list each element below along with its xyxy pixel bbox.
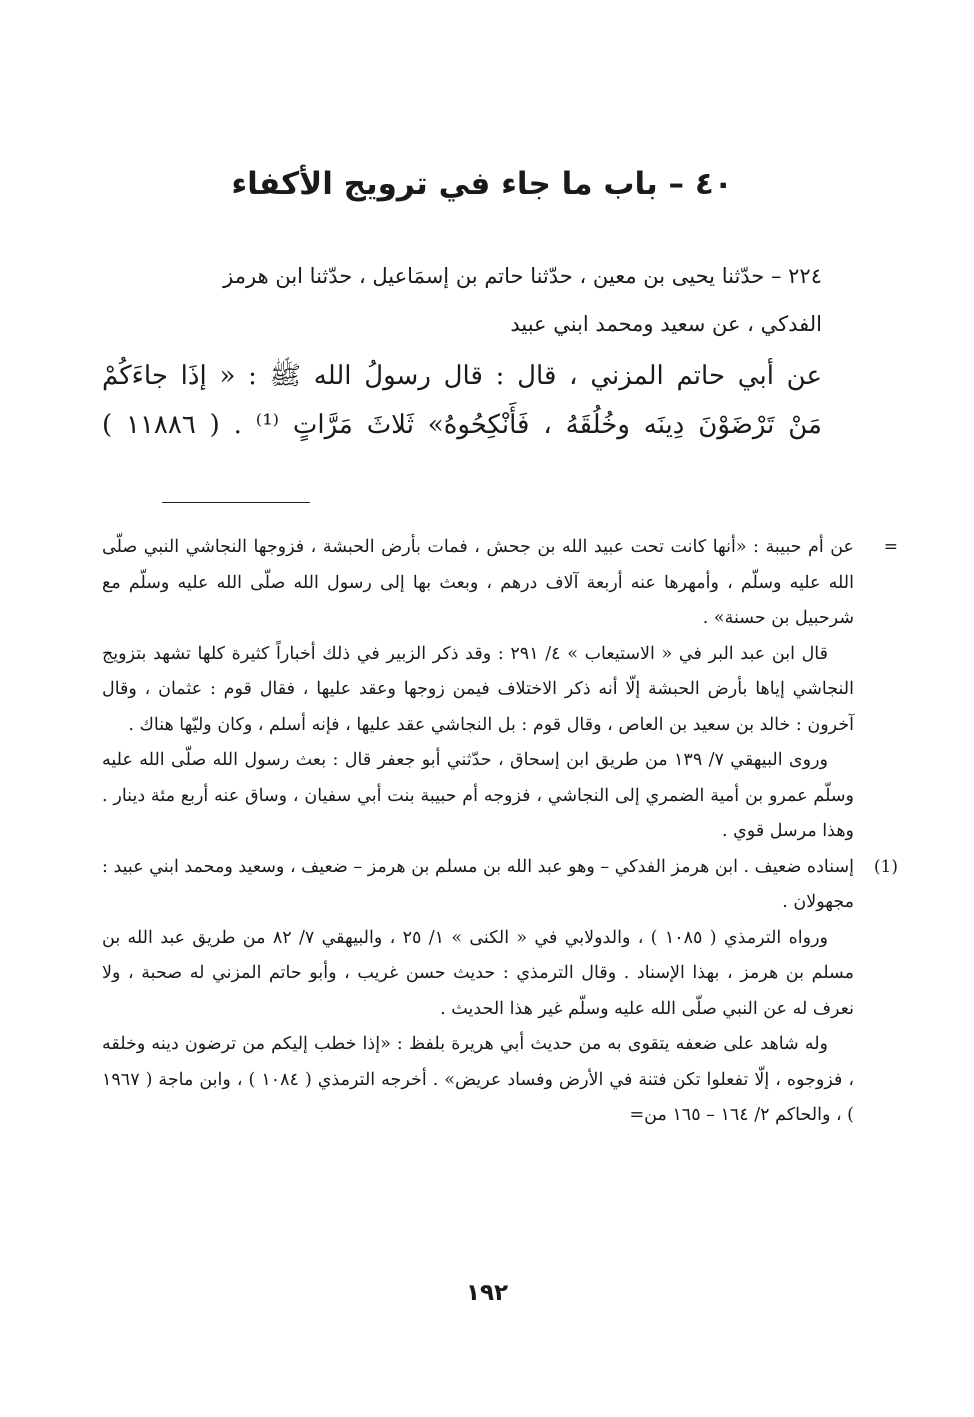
hadith-matn bbox=[102, 352, 822, 450]
isnad-line: ٢٢٤ – حدّثنا يحيى بن معين ، حدّثنا حاتم بن إسمَاعيل ، حدّثنا ابن هرمز bbox=[223, 264, 822, 288]
matn-line: مَنْ تَرْضَوْنَ دِينَه وخُلُقَهُ ، فَأَنْكِحُوهُ» ثَلاثَ مَرَّاتٍ ⁽¹⁾ . ( ١١٨٨٦ ) bbox=[102, 410, 822, 440]
footnote-1-marker: (1) bbox=[873, 856, 898, 877]
matn-line: عن أبي حاتم المزني ، قال : قال رسولُ الله ﷺ : « إذَا جاءَكُمْ bbox=[102, 361, 822, 391]
continuation-marker: = bbox=[883, 537, 898, 557]
footnote-paragraph: إسناده ضعيف . ابن هرمز الفدكي – وهو عبد الله بن مسلم بن هرمز – ضعيف ، وسعيد ومحمد ابني عبيد : مجهولان . bbox=[102, 856, 854, 912]
footnote-continuation bbox=[102, 530, 898, 850]
footnote-paragraph: وروى البيهقي ٧/ ١٣٩ من طريق ابن إسحاق ، حدّثني أبو جعفر قال : بعث رسول الله صلّى الله عليه وسلّم عمرو بن أمية الضمري إلى النجاشي ، فزوجه أم حبيبة بنت أبي سفيان ، وساق عنه أربع مئة دينار . وهذا مرسل قوي . bbox=[102, 750, 854, 841]
footnote-divider bbox=[162, 502, 310, 503]
isnad-line: الفدكي ، عن سعيد ومحمد ابني عبيد bbox=[510, 312, 822, 336]
hadith-isnad bbox=[102, 252, 822, 348]
footnote-paragraph: ورواه الترمذي ( ١٠٨٥ ) ، والدولابي في « الكنى » ١/ ٢٥ ، والبيهقي ٧/ ٨٢ من طريق عبد الله بن مسلم بن هرمز ، بهذا الإسناد . وقال الترمذي : حديث حسن غريب ، وأبو حاتم المزني له صحبة ، ولا نعرف له عن النبي صلّى الله عليه وسلّم غير هذا الحديث . bbox=[102, 927, 854, 1019]
footnote-paragraph: قال ابن عبد البر في « الاستيعاب » ٤/ ٢٩١ : وقد ذكر الزبير في ذلك أخباراً كثيرة كلها تشهد بتزويج النجاشي إياها بأرض الحبشة إلّا أنه ذكر الاختلاف فيمن زوجها وعقد عليها ، فقال قوم : عثمان ، وقال آخرون : خالد بن سعيد بن العاص ، وقال قوم : بل النجاشي عقد عليها ، فإنه أسلم ، وكان وليّها هناك . bbox=[102, 643, 854, 735]
footnote-paragraph: عن أم حبيبة : «أنها كانت تحت عبيد الله بن جحش ، فمات بأرض الحبشة ، فزوجها النجاشي النبي صلّى الله عليه وسلّم ، وأمهرها عنه أربعة آلاف درهم ، وبعث بها إلى رسول الله صلّى الله عليه وسلّم مع شرحبيل بن حسنة» . bbox=[102, 537, 854, 628]
page-number: ١٩٢ bbox=[465, 1280, 509, 1306]
footnote-1 bbox=[102, 850, 898, 1134]
footnote-paragraph: وله شاهد على ضعفه يتقوى به من حديث أبي هريرة بلفظ : «إذا خطب إليكم من ترضون دينه وخلقه ، فزوجوه ، إلّا تفعلوا تكن فتنة في الأرض وفساد عريض» . أخرجه الترمذي ( ١٠٨٤ ) ، وابن ماجة ( ١٩٦٧ ) ، والحاكم ٢/ ١٦٤ – ١٦٥ من= bbox=[102, 1034, 854, 1125]
footnotes bbox=[102, 530, 898, 1134]
chapter-title: ٤٠ – باب ما جاء في ترويج الأكفاء bbox=[231, 166, 733, 202]
